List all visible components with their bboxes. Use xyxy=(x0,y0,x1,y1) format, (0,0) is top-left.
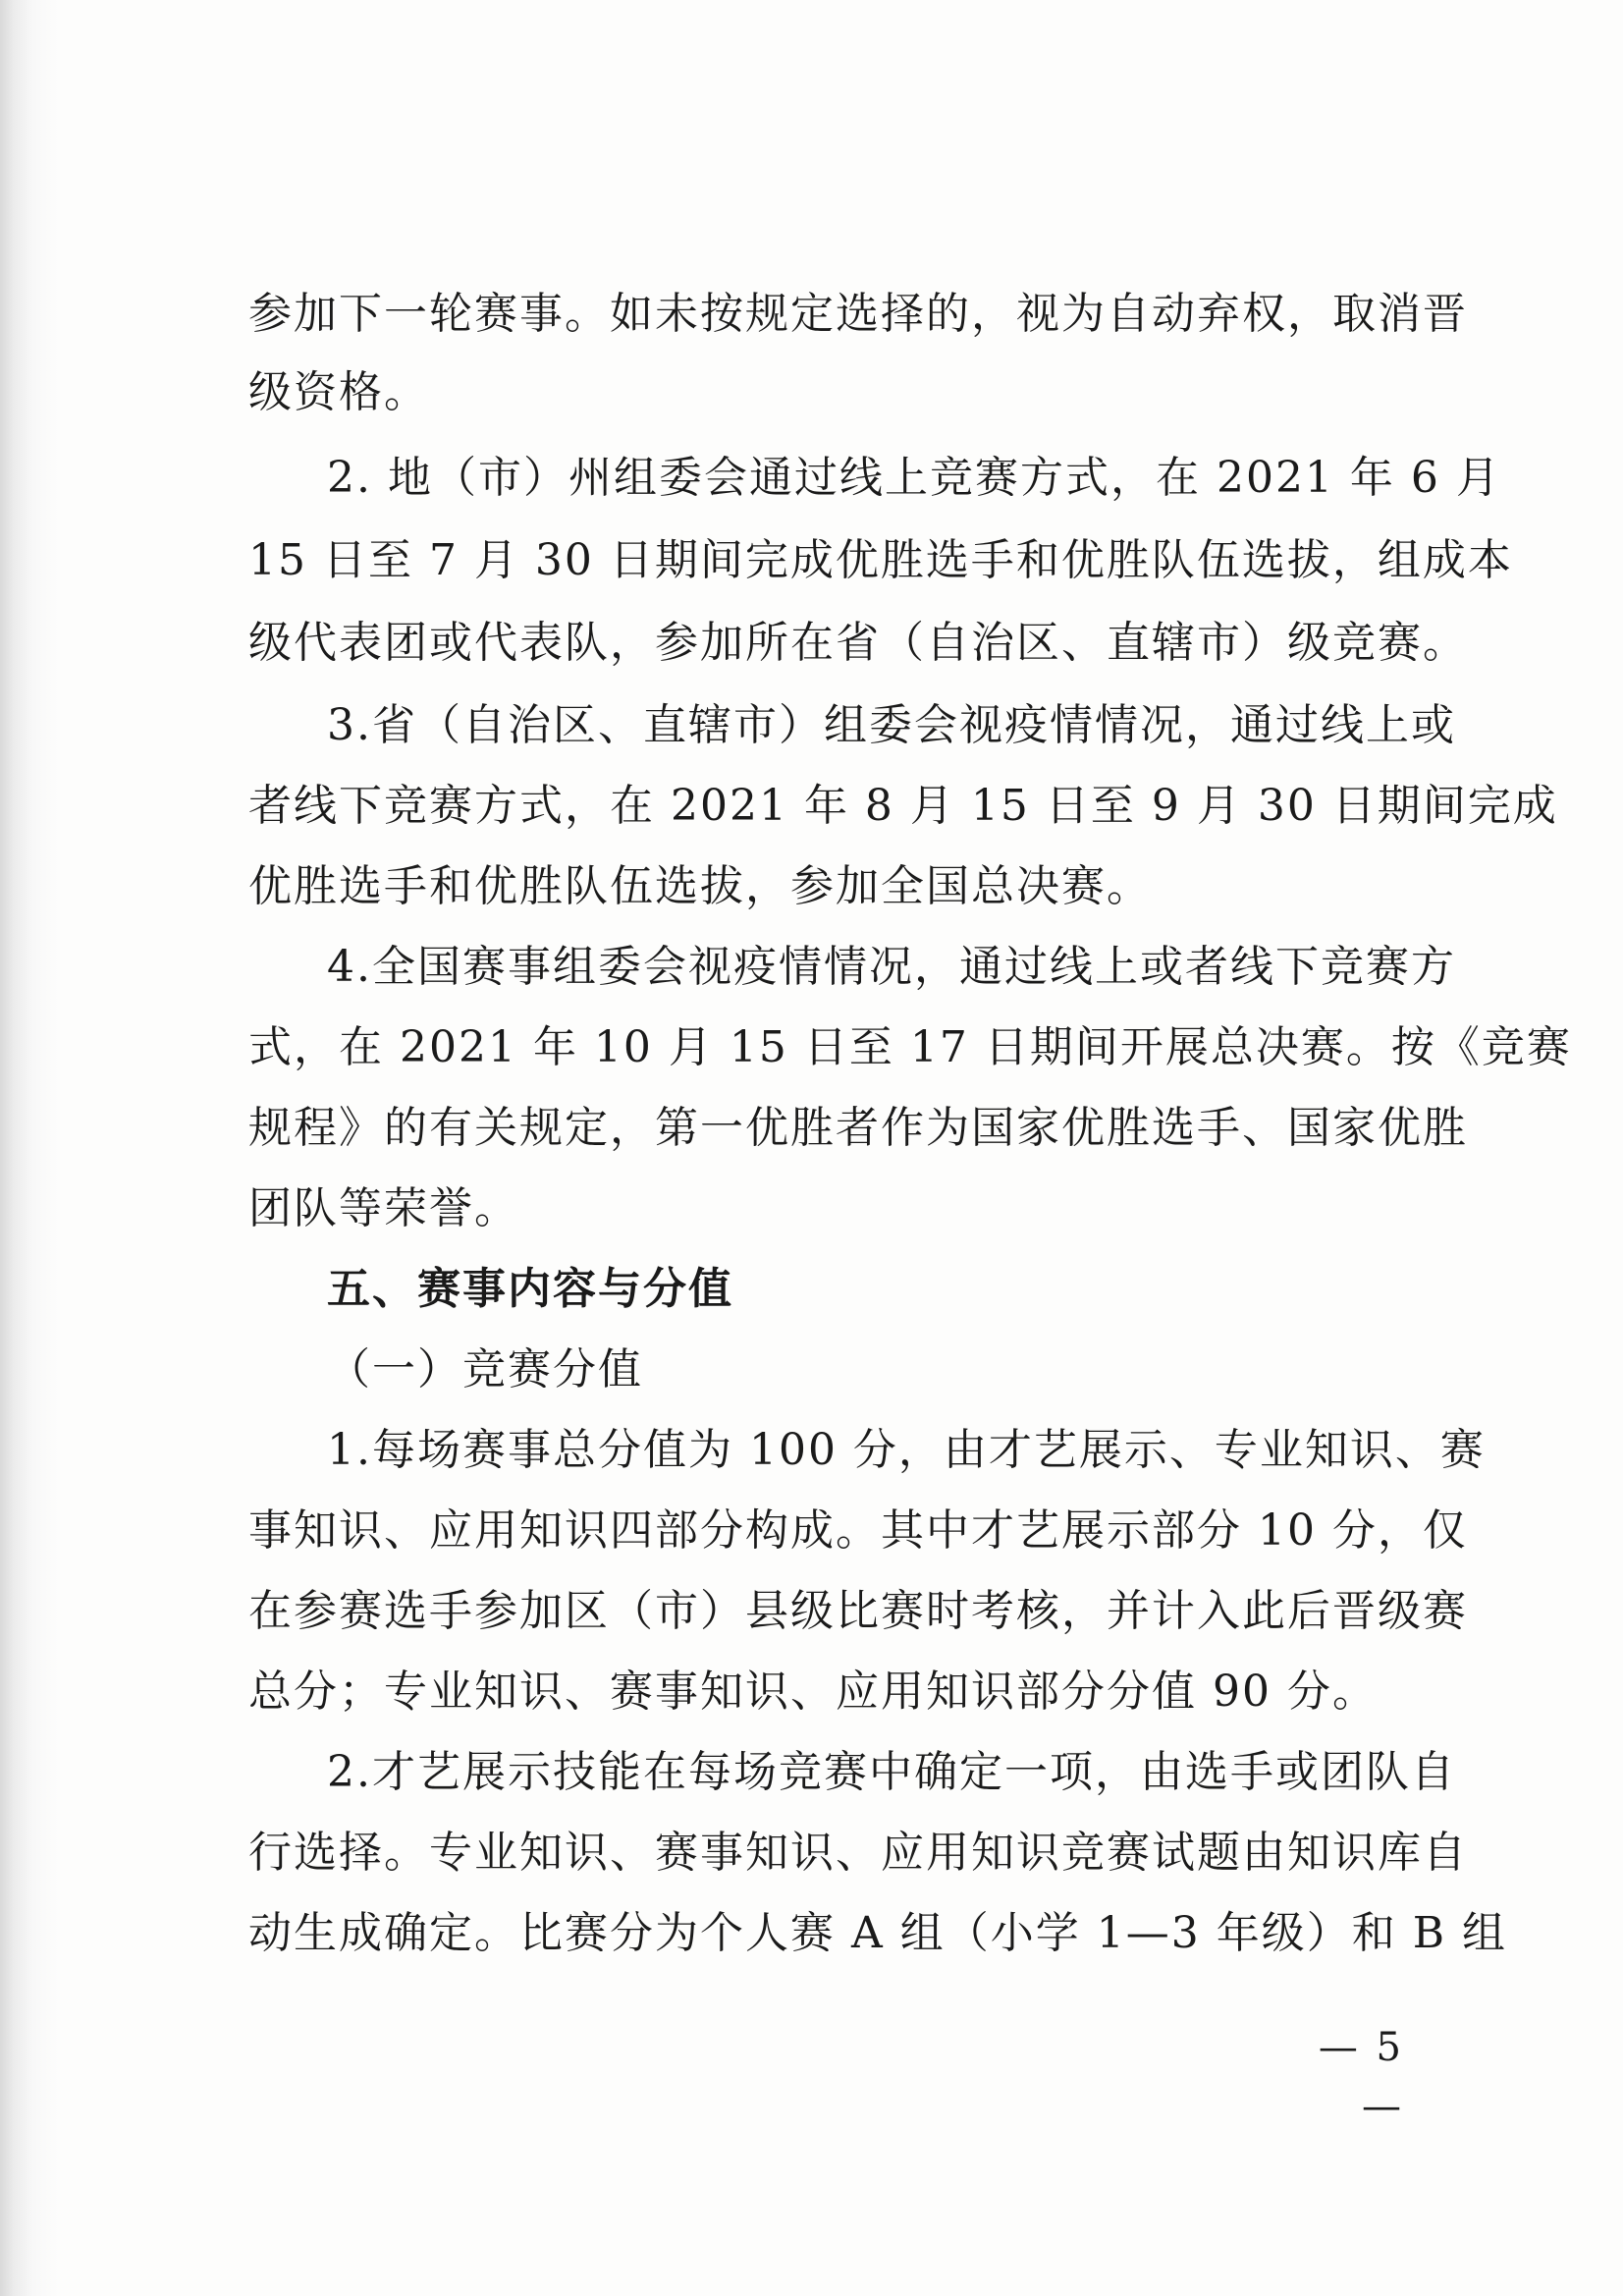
paragraph-line: 规程》的有关规定，第一优胜者作为国家优胜选手、国家优胜 xyxy=(248,1103,1468,1153)
paragraph-line: 动生成确定。比赛分为个人赛 A 组（小学 1—3 年级）和 B 组 xyxy=(248,1908,1508,1958)
paragraph-line: 参加下一轮赛事。如未按规定选择的，视为自动弃权，取消晋 xyxy=(248,289,1468,339)
paragraph-line: 者线下竞赛方式，在 2021 年 8 月 15 日至 9 月 30 日期间完成 xyxy=(248,781,1558,831)
paragraph-line: 总分；专业知识、赛事知识、应用知识部分分值 90 分。 xyxy=(248,1667,1378,1717)
paragraph-line: 事知识、应用知识四部分构成。其中才艺展示部分 10 分，仅 xyxy=(248,1505,1468,1556)
paragraph-line: 2.才艺展示技能在每场竞赛中确定一项，由选手或团队自 xyxy=(327,1747,1456,1797)
paragraph-line: 团队等荣誉。 xyxy=(248,1183,519,1233)
section-heading: 五、赛事内容与分值 xyxy=(327,1264,733,1314)
paragraph-line: 在参赛选手参加区（市）县级比赛时考核，并计入此后晋级赛 xyxy=(248,1586,1468,1636)
paragraph-line: 级资格。 xyxy=(248,367,429,417)
paragraph-line: 4.全国赛事组委会视疫情情况，通过线上或者线下竞赛方 xyxy=(327,942,1456,992)
subsection-heading: （一）竞赛分值 xyxy=(327,1344,643,1394)
paragraph-line: 级代表团或代表队，参加所在省（自治区、直辖市）级竞赛。 xyxy=(248,618,1468,668)
paragraph-line: 3.省（自治区、直辖市）组委会视疫情情况，通过线上或 xyxy=(327,700,1456,750)
paragraph-line: 优胜选手和优胜队伍选拔，参加全国总决赛。 xyxy=(248,861,1152,911)
paragraph-line: 2. 地（市）州组委会通过线上竞赛方式，在 2021 年 6 月 xyxy=(327,453,1501,503)
paragraph-line: 1.每场赛事总分值为 100 分，由才艺展示、专业知识、赛 xyxy=(327,1425,1486,1475)
paragraph-line: 式，在 2021 年 10 月 15 日至 17 日期间开展总决赛。按《竞赛 xyxy=(248,1022,1572,1072)
page-number: — 5 — xyxy=(1318,2025,1404,2129)
paragraph-line: 行选择。专业知识、赛事知识、应用知识竞赛试题由知识库自 xyxy=(248,1828,1468,1878)
paragraph-line: 15 日至 7 月 30 日期间完成优胜选手和优胜队伍选拔，组成本 xyxy=(248,535,1513,585)
